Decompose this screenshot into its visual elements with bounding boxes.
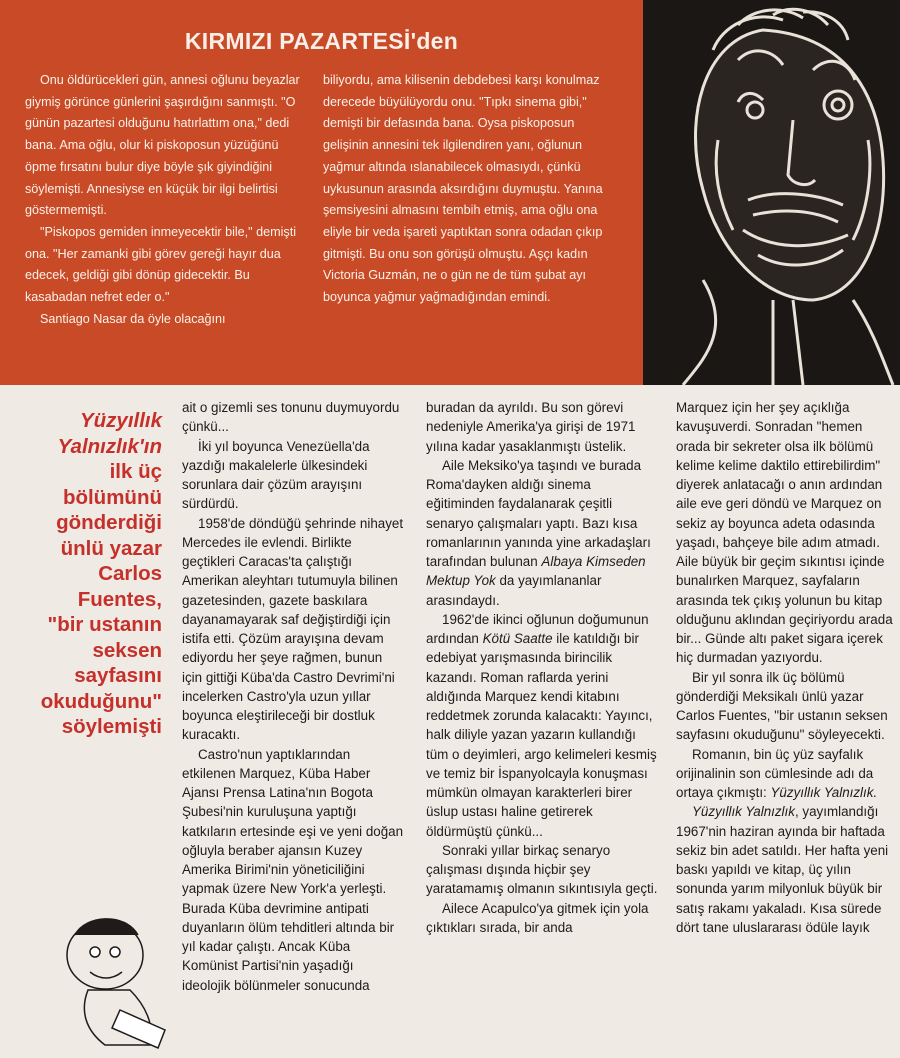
body-paragraph: Marquez için her şey açıklığa kavuşuverdi. Sonradan "hemen orada bir sekreter olsa ilk bölümü kelime kelime daktilo ettirebilirdim" diyerek anlatacağı o anın ardından aile eve geri döndü ve Marquez on sekiz ay boyunca adeta odasında yaşadı, bahçeye bile adım atmadı. Aile büyük bir geçim sıkıntısı içinde bunalırken Marquez, sayfaların arasında tek çıkış yolunun bu kitap olduğunu aklından geçiriyordu arada bir... Günde altı paket sigara içerek hiç durmadan yazıyordu. [676,400,893,666]
body-column-3 [676,398,894,937]
body-paragraph: İki yıl boyunca Venezüella'da yazdığı makalelerle ülkesindeki sorunlara dair çözüm arayışını sürdürdü. [182,438,370,512]
body-paragraph: Bir yıl sonra ilk üç bölümü gönderdiği Meksikalı ünlü yazar Carlos Fuentes, "bir ustanın seksen sayfasını okuduğunu" söyleyecekti. [676,669,888,743]
body-paragraph: 1962'de ikinci oğlunun doğumunun ardından Kötü Saatte ile katıldığı bir edebiyat yarışmasında birincilik kazandı. Roman raflarda yerini aldığında Marquez kendi kitabını reddetmek zorunda kalacaktı: Yayıncı, halk diliyle yazan yazarın kullandığı tüm o deyimleri, argo kelimeleri kesmiş ve temiz bir İspanyolcayla konuşması mümkün olmayan karakterleri birer üslup ustası haline getirerek öldürmüştü çünkü... [426,611,657,839]
body-paragraph: Castro'nun yaptıklarından etkilenen Marquez, Küba Haber Ajansı Prensa Latina'nın Bogota Şubesi'nin kuruluşuna yaptığı katkıların ertesinde eşi ve yeni doğan oğluyla beraber ajansın Kuzey Amerika Birimi'nin yöneticiliğini yapmak üzere New York'a yerleşti. Burada Küba devrimine antipati duyanların ölüm tehditleri altında bir yıl kadar çalıştı. Ancak Küba Komünist Partisi'nin yaşadığı ideolojik bölünmeler sonucunda [182,746,404,993]
body-column-2 [426,398,659,937]
pull-quote-line: ünlü yazar [60,536,162,560]
pull-quote-line: sayfasını [74,664,162,687]
pull-quote-line: gönderdiği [56,511,162,534]
body-paragraph: buradan da ayrıldı. Bu son görevi nedeniyle Amerika'ya girişi de 1971 yılına kadar yasaklanmıştı üstelik. [426,400,636,454]
pull-quote-line: Yüzyıllık [79,409,162,432]
body-paragraph: Romanın, bin üç yüz sayfalık orijinalinin son cümlesinde adı da ortaya çıkmıştı: Yüzyıllık Yalnızlık. [676,746,878,800]
body-paragraph: Ailece Acapulco'ya gitmek için yola çıktıkları sırada, bir anda [426,900,649,935]
body-paragraph: Aile Meksiko'ya taşındı ve burada Roma'dayken aldığı sinema eğitiminden faydalanarak çeşitli senaryo çalışmaları yaptı. Bazı kısa romanlarının yanında yine arkadaşları tarafından bulunan Albaya Kimseden Mektup Yok da yayımlananlar arasındaydı. [426,457,651,608]
excerpt-panel [0,0,643,385]
author-portrait-woodcut [643,0,900,385]
excerpt-column-1 [25,70,308,330]
body-paragraph: 1958'de döndüğü şehrinde nihayet Mercedes ile evlendi. Birlikte geçtikleri Caracas'ta çalıştığı Amerikan aleyhtarı tutumuyla bilinen gazetesinden, gazete baskılara dayanamayarak saf değiştirdiği için istifa etti. Çözüm arayışına devam ediyordu her şeye rağmen, bunun için gittiği Küba'da Castro Devrimi'ni incelerken Castro'yla uzun yıllar boyunca eleştirileceği bir dostluk kuracaktı. [182,515,404,743]
portrait-illustration [643,0,900,385]
pull-quote-line: Carlos [98,562,162,585]
pull-quote-line: bölümünü [62,485,162,509]
pull-quote-line: okuduğunu" [40,689,162,713]
excerpt-paragraph: "Piskopos gemiden inmeyecektir bile," demişti ona. "Her zamanki gibi görev gereği hayır dua edecek, geldiği gibi dönüp gidecektir. Bu kasabadan nefret eder o." [25,224,297,305]
pull-quote-line: "bir ustanın [47,613,162,636]
pull-quote-line: Fuentes, [77,587,162,611]
body-paragraph: Sonraki yıllar birkaç senaryo çalışması dışında hiçbir şey yaratamamış olmanın sıkıntısıyla geçti. [426,842,658,897]
excerpt-paragraph: Onu öldürücekleri gün, annesi oğlunu beyazlar giymiş görünce günlerini şaşırdığını sanmıştı. "O günün pazartesi olduğunu hatırlattım ona," dedi bana. Ama oğlu, olur ki piskoposun yüzüğünü öpme fırsatını bulur diye böyle şık giyindiğini söylemişti. Annesiyse en küçük bir ilgi belirtisi göstermemişti. [25,73,300,218]
pull-quote-line: seksen [92,638,162,662]
body-column-1 [182,398,404,995]
pull-quote-line: ilk üç [109,460,162,483]
body-paragraph: ait o gizemli ses tonunu duymuyordu çünkü... [182,400,400,435]
body-paragraph: Yüzyıllık Yalnızlık, yayımlandığı 1967'nin haziran ayında bir haftada sekiz bin adet satıldı. Her hafta yeni baskı yapıldı ve kitap, üç yılın sonunda yarım milyonluk büyük bir satış rakamı yakaladı. Kısa sürede dört tane uluslararası ödüle layık [676,804,889,935]
pull-quote-line: söylemişti [61,715,162,738]
pull-quote [38,408,162,740]
excerpt-column-2 [323,70,623,309]
excerpt-paragraph: biliyordu, ama kilisenin debdebesi karşı konulmaz derecede büyülüyordu onu. "Tıpkı sinema gibi," demişti bir defasında bana. Oysa piskoposun gelişinin annesini tek ilgilendiren yanı, oğlunun yağmur altında ıslanabilecek olmasıydı, çünkü uykusunun arasında aksırdığını duymuştu. Yanına şemsiyesini almasını tembih etmiş, ama oğlu ona eliyle bir veda işareti yaptıktan sonra odadan çıkıp gitmişti. Bu onu son görüşü olmuştu. Aşçı kadın Victoria Guzmán, ne o gün ne de tüm şubat ayı boyunca yağmur yağmadığından emindi. [323,73,603,305]
caricature-illustration [50,900,170,1050]
excerpt-title: KIRMIZI PAZARTESİ'den [184,28,459,54]
excerpt-paragraph: Santiago Nasar da öyle olacağını [40,311,226,326]
pull-quote-line: Yalnızlık'ın [57,434,162,458]
